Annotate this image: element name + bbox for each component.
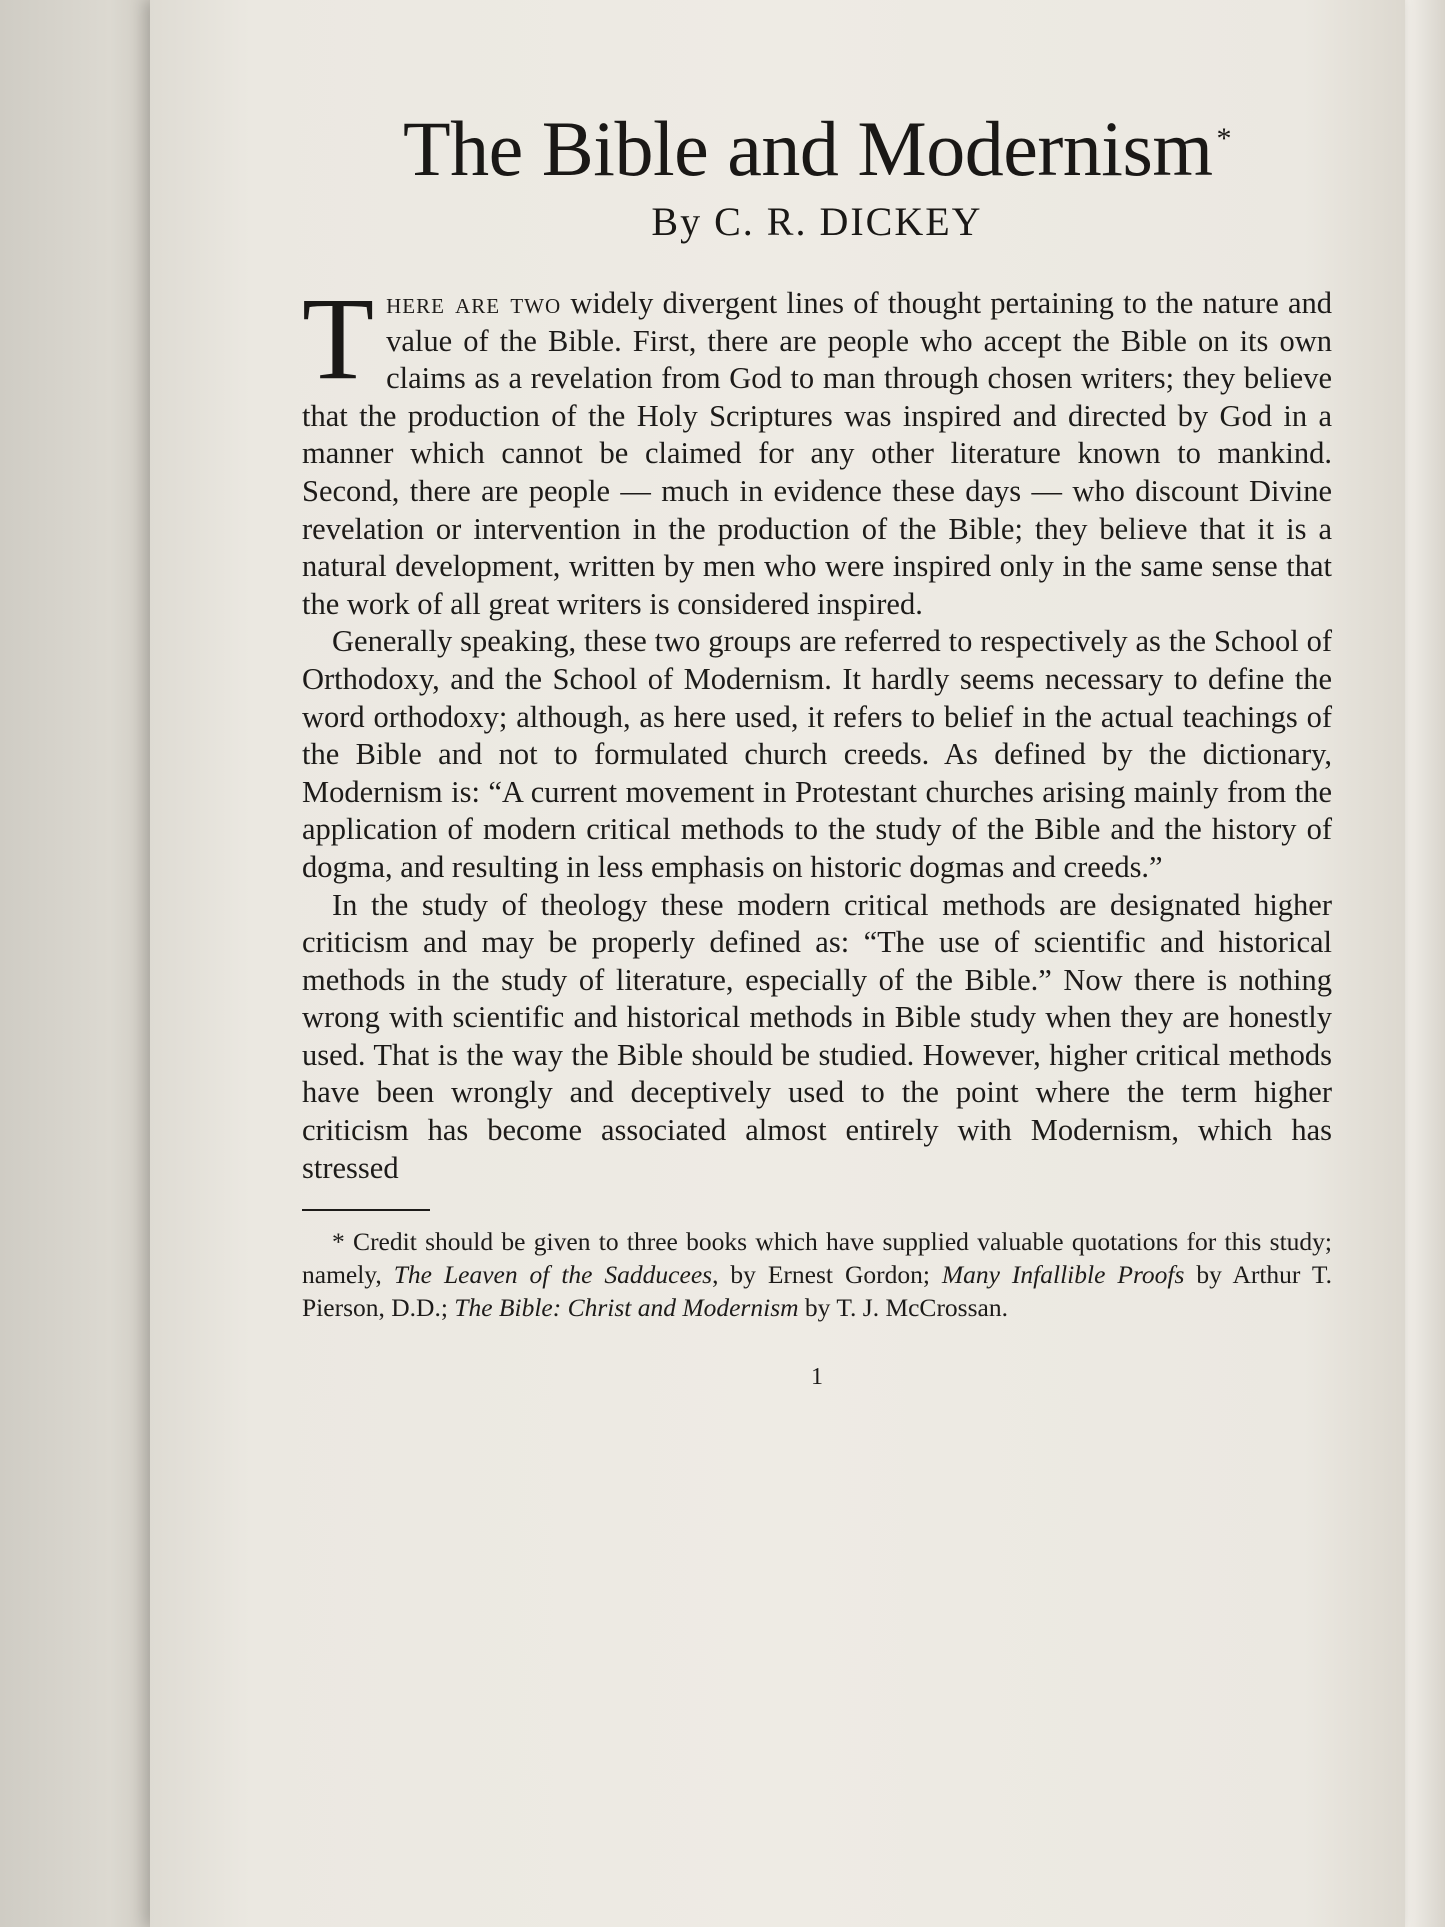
title-text: The Bible and Modernism xyxy=(402,105,1213,192)
paragraph-3: In the study of theology these modern critical methods are designated higher criticism and may be properly defined as: “The use of scientific and historical methods in the study of literature, especially of the Bible.” Now there is nothing wrong with scientific and historical methods in Bible study when they are honestly used. That is the way the Bible should be studied. However, higher critical methods have been wrongly and deceptively used to the point where the term higher criticism has become associated almost entirely with Modernism, which has stressed xyxy=(302,887,1332,1185)
title-footnote-mark: * xyxy=(1216,122,1232,155)
page-title xyxy=(302,96,1332,192)
footnote-divider xyxy=(302,1209,430,1211)
paragraph-2: Generally speaking, these two groups are referred to respectively as the School of Orthodoxy, and the School of Modernism. It hardly seems necessary to define the word orthodoxy; although, as here used, it refers to belief in the actual teachings of the Bible and not to formulated church creeds. As defined by the dictionary, Modernism is: “A current movement in Protestant churches arising mainly from the application of modern critical methods to the study of the Bible and the history of dogma, and resulting in less emphasis on historic dogmas and creeds.” xyxy=(302,624,1332,884)
footnote-lead: * Credit should be given to three books which have supplied valuable quotations for this study; namely, xyxy=(302,1227,1332,1290)
page-number: 1 xyxy=(811,1364,823,1391)
footnote-book-1: The Leaven of the Sadducees xyxy=(393,1260,713,1290)
article-body xyxy=(302,273,1332,1187)
page-content xyxy=(302,96,1332,1391)
footnote-book-2: Many Infallible Proofs xyxy=(941,1260,1185,1290)
footnote-author-2: by Arthur T. Pierson, D.D.; xyxy=(302,1260,1332,1323)
paragraph-1 xyxy=(302,273,1332,623)
paragraph-1-text: widely divergent lines of thought pertaining to the nature and value of the Bible. First, there are people who accept the Bible on its own claims as a revelation from God to man through chosen writers; they believe that the production of the Holy Scriptures was inspired and directed by God in a manner which cannot be claimed for any other literature known to mankind. Second, there are people — much in evidence these days — who discount Divine revelation or intervention in the production of the Bible; they believe that it is a natural development, written by men who were inspired only in the same sense that the work of all great writers is considered inspired. xyxy=(302,286,1332,621)
drop-cap: T xyxy=(302,273,375,404)
footnote xyxy=(302,1225,1332,1324)
paragraph-1-lead: here are two xyxy=(386,286,562,320)
book-page xyxy=(150,0,1405,1927)
footnote-author-3: by T. J. McCrossan. xyxy=(798,1293,1008,1323)
footnote-author-1: , by Ernest Gordon; xyxy=(712,1260,942,1290)
author-byline: By C. R. DICKEY xyxy=(651,199,983,244)
footnote-book-3: The Bible: Christ and Modernism xyxy=(454,1293,799,1323)
